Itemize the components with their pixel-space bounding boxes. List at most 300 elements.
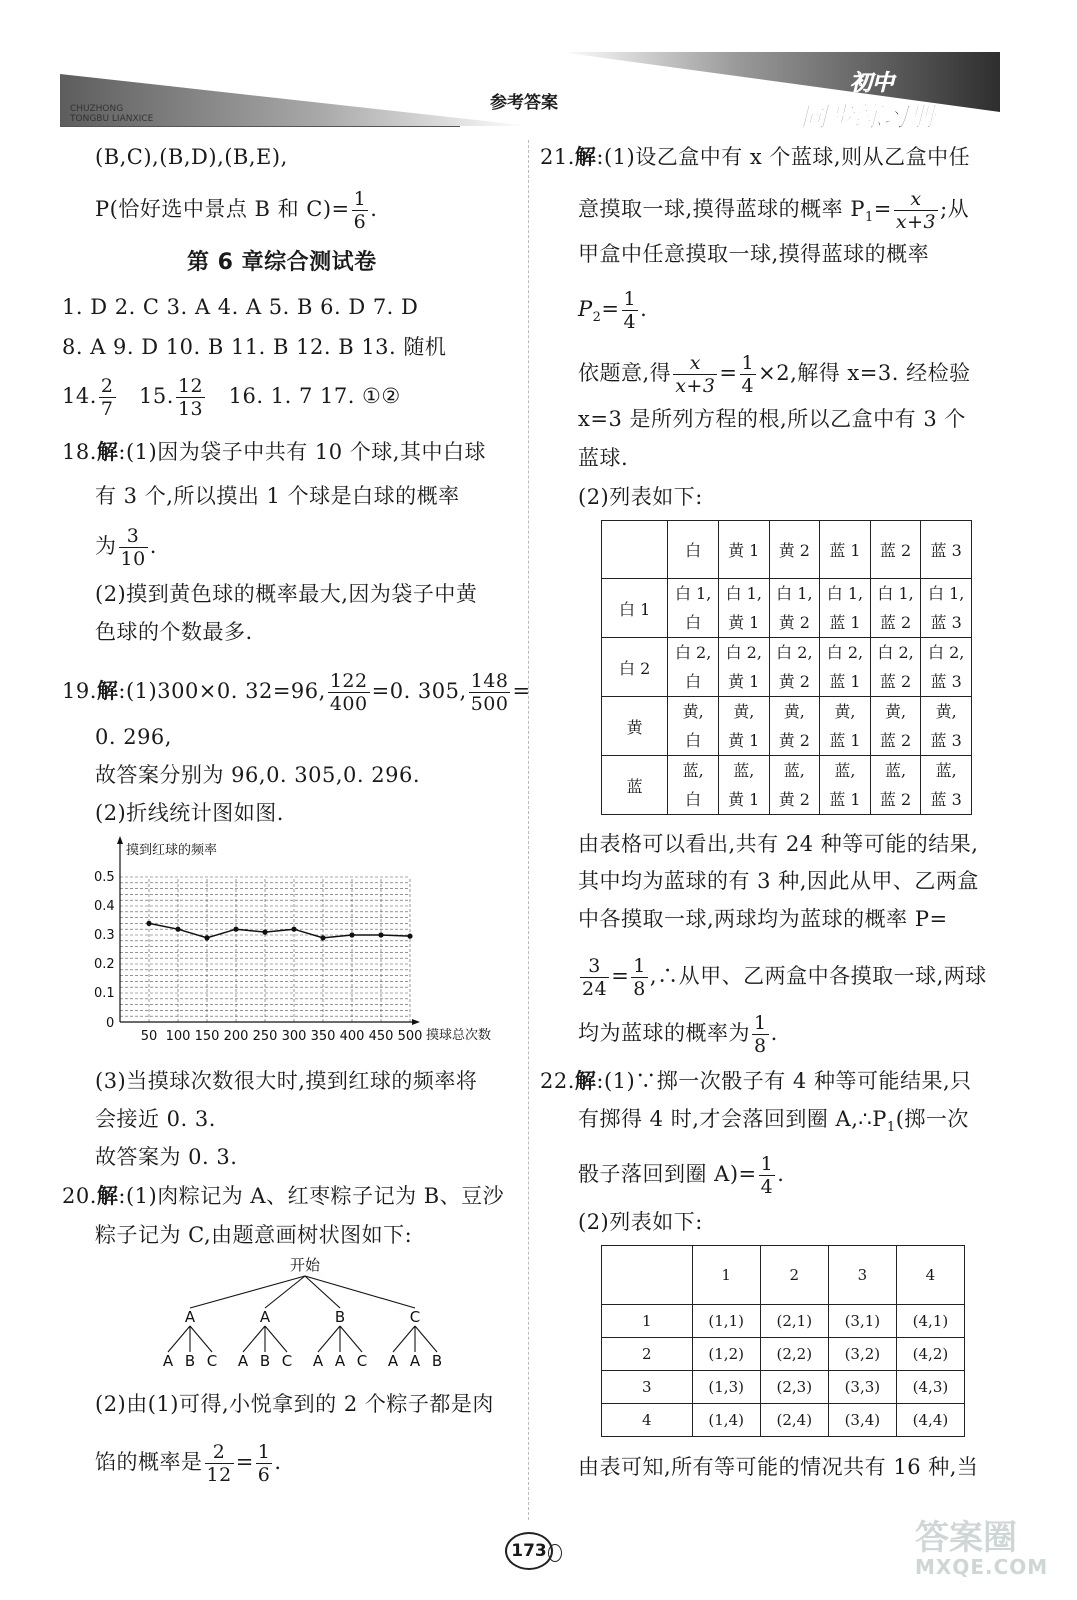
table-cell: (1,2) [692, 1338, 760, 1371]
cell-line-2: 白 [685, 613, 702, 632]
denominator: 13 [177, 398, 204, 420]
q22-line-3 [578, 1153, 784, 1198]
table-cell [769, 697, 820, 756]
table-cell [870, 756, 921, 815]
fraction [256, 1441, 273, 1486]
x-tick-label: 400 [339, 1029, 365, 1044]
jie-label: 解 [574, 145, 597, 169]
q19-line-3: 故答案分别为 96,0. 305,0. 296. [95, 763, 421, 787]
page-number-badge [505, 1532, 553, 1570]
cell-line-2: 黄 1 [728, 672, 760, 691]
text: 依题意,得 [578, 361, 672, 385]
q21-line-13 [578, 1012, 778, 1057]
tree-branch [243, 1326, 265, 1352]
table-row [602, 579, 972, 638]
table-cell [921, 579, 972, 638]
cell-line-1: 黄, [885, 702, 907, 721]
table-cell [820, 756, 871, 815]
cell-line-1: 黄, [834, 702, 856, 721]
fraction [759, 1153, 776, 1198]
cell-line-1: 白 2, [826, 643, 864, 662]
fraction [352, 188, 369, 233]
tree-level2-label: A [162, 1352, 174, 1370]
text: . [640, 297, 648, 321]
origin-label: 0 [106, 1016, 115, 1031]
numerator: 1 [623, 288, 637, 310]
left-line-1: (B,C),(B,D),(B,E), [95, 145, 288, 169]
q21-line-9: 由表格可以看出,共有 24 种等可能的结果, [578, 832, 979, 856]
page-number: 173 [511, 1541, 547, 1561]
table-cell: (3,4) [828, 1404, 896, 1437]
table-cell: (1,3) [692, 1371, 760, 1404]
tree-level2-label: C [356, 1352, 368, 1370]
numerator: 148 [470, 670, 509, 692]
cell-line-1: 蓝, [935, 761, 957, 780]
table-cell [820, 638, 871, 697]
tree-level2-label: B [184, 1352, 196, 1370]
tree-branch [415, 1326, 437, 1352]
table-cell: (2,1) [760, 1305, 828, 1338]
numerator: 12 [177, 375, 204, 397]
header-series-en-1: CHUZHONG [70, 104, 124, 114]
q21-line-1 [540, 143, 970, 171]
cell-line-2: 黄 1 [728, 731, 760, 750]
fraction [99, 375, 116, 420]
table-cell [718, 579, 769, 638]
data-point [320, 935, 325, 940]
x-tick-label: 200 [223, 1029, 249, 1044]
q19-line-5: (3)当摸球次数很大时,摸到红球的频率将 [95, 1069, 478, 1093]
cell-line-2: 黄 2 [778, 672, 810, 691]
jie-label: 解 [574, 1069, 597, 1093]
q19-line-1 [62, 670, 531, 715]
denominator: 7 [100, 398, 114, 420]
tree-branch [393, 1326, 415, 1352]
table-cell: (4,2) [896, 1338, 964, 1371]
fraction [740, 352, 757, 397]
table-header-cell: 3 [828, 1246, 896, 1305]
table-row-label: 4 [602, 1404, 693, 1437]
table-header-cell: 白 [668, 521, 719, 579]
tree-level1-label: B [334, 1308, 346, 1326]
text: = [601, 297, 620, 321]
table-row [602, 697, 972, 756]
denominator: 4 [623, 311, 637, 333]
data-point [233, 927, 238, 932]
cell-line-1: 白 2, [674, 643, 712, 662]
table-row [602, 1305, 965, 1338]
table-cell [769, 638, 820, 697]
tree-root-label: 开始 [289, 1256, 321, 1274]
table-cell [769, 756, 820, 815]
tree-level2-label: B [431, 1352, 443, 1370]
q21-line-3: 甲盒中任意摸取一球,摸得蓝球的概率 [578, 242, 930, 266]
fraction [631, 955, 648, 1000]
table-cell [718, 638, 769, 697]
table-header-row [602, 1246, 965, 1305]
table-header-cell: 蓝 1 [820, 521, 871, 579]
fraction [580, 955, 609, 1000]
watermark-logo: 答案圈 [915, 1518, 1017, 1558]
cell-line-2: 黄 2 [778, 613, 810, 632]
outcome-table-boxes [601, 520, 972, 815]
text: :(1)肉粽记为 A、红枣粽子记为 B、豆沙 [118, 1184, 505, 1208]
q21-line-2 [578, 188, 969, 233]
table-row-label: 白 2 [602, 638, 668, 697]
table-header-cell: 黄 2 [769, 521, 820, 579]
brand-logo-line2: 同步练习册 [800, 102, 935, 133]
cell-line-1: 蓝, [733, 761, 755, 780]
cell-line-1: 蓝, [682, 761, 704, 780]
denominator: x+3 [895, 211, 937, 233]
cell-line-2: 蓝 3 [930, 790, 962, 809]
table-row-label: 蓝 [602, 756, 668, 815]
watermark-url: MXQE.COM [915, 1555, 1049, 1579]
tree-level2-label: A [387, 1352, 399, 1370]
fraction [752, 1012, 769, 1057]
cell-line-1: 白 1, [725, 584, 762, 603]
y-tick-label: 0.3 [94, 928, 115, 943]
cell-line-1: 黄, [682, 702, 704, 721]
text: P [578, 297, 593, 321]
text: 14. [62, 384, 97, 408]
cell-line-2: 蓝 1 [829, 731, 861, 750]
table-cell: (3,1) [828, 1305, 896, 1338]
fraction [894, 188, 938, 233]
section-title: 第 6 章综合测试卷 [187, 250, 377, 275]
numerator: 122 [329, 670, 368, 692]
table-cell [718, 697, 769, 756]
table-cell [718, 756, 769, 815]
table-cell [668, 756, 719, 815]
table-header-row [602, 521, 972, 579]
question-number: 19. [62, 679, 97, 703]
q18-line-5: 色球的个数最多. [95, 620, 253, 644]
cell-line-1: 白 2, [928, 643, 965, 662]
cell-line-1: 白 1, [674, 584, 712, 603]
brand-logo-line1: 初中 [850, 71, 895, 96]
numerator: 1 [760, 1153, 774, 1175]
numerator: 3 [580, 955, 609, 978]
cell-line-1: 白 2, [725, 643, 762, 662]
cell-line-2: 蓝 3 [930, 672, 962, 691]
cell-line-2: 黄 1 [728, 613, 760, 632]
y-tick-label: 0.4 [94, 899, 115, 914]
text: = [611, 964, 630, 988]
table-header-cell: 蓝 3 [921, 521, 972, 579]
dice-outcome-table [601, 1245, 965, 1437]
tree-level1-label: A [259, 1308, 271, 1326]
q20-line-2: 粽子记为 C,由题意画树状图如下: [95, 1223, 413, 1247]
table-header-cell: 黄 1 [718, 521, 769, 579]
cell-line-2: 蓝 1 [829, 672, 861, 691]
text: ×2,解得 x=3. 经检验 [758, 361, 971, 385]
text: 15. [139, 384, 174, 408]
cell-line-2: 蓝 2 [879, 790, 912, 809]
numerator: 1 [741, 352, 755, 374]
table-row [602, 756, 972, 815]
data-point [378, 932, 383, 937]
fraction [119, 525, 148, 570]
text: . [777, 1162, 785, 1186]
text: (掷一次 [895, 1107, 969, 1131]
jie-label: 解 [96, 679, 119, 703]
tree-branch [168, 1326, 190, 1352]
text: :(1)设乙盒中有 x 个蓝球,则从乙盒中任 [596, 145, 971, 169]
text: ,∴从甲、乙两盒中各摸取一球,两球 [649, 964, 987, 988]
tree-level2-label: B [259, 1352, 271, 1370]
denominator: 12 [206, 1464, 232, 1486]
table-cell: (3,3) [828, 1371, 896, 1404]
table-row [602, 1371, 965, 1404]
denominator: 4 [760, 1176, 774, 1198]
table-row-label: 2 [602, 1338, 693, 1371]
text: . [770, 1021, 778, 1045]
numerator: 2 [205, 1441, 234, 1464]
cell-line-2: 蓝 2 [879, 613, 912, 632]
table-header-cell [602, 521, 668, 579]
tree-branch [265, 1276, 305, 1308]
q18-line-3 [95, 525, 157, 570]
tree-labels [163, 1256, 442, 1370]
x-tick-label: 300 [281, 1029, 307, 1044]
cell-line-1: 黄, [733, 702, 755, 721]
cell-line-1: 蓝, [885, 761, 907, 780]
q19-line-6: 会接近 0. 3. [95, 1107, 216, 1131]
y-tick-label: 0.2 [94, 957, 115, 972]
table-header-cell: 蓝 2 [870, 521, 921, 579]
tree-diagram [150, 1252, 460, 1377]
answers-row-2: 8. A 9. D 10. B 11. B 12. B 13. 随机 [62, 335, 447, 359]
q21-line-11: 中各摸取一球,两球均为蓝球的概率 P= [578, 907, 948, 931]
denominator: 8 [754, 1035, 767, 1057]
fraction [673, 352, 717, 397]
header-series-en-2: TONGBU LIANXICE [70, 114, 154, 124]
denominator: 400 [329, 693, 368, 715]
tree-level2-label: A [334, 1352, 346, 1370]
tree-level2-label: A [409, 1352, 421, 1370]
y-axis-label: 摸到红球的频率 [126, 843, 218, 858]
q19-line-2: 0. 296, [95, 725, 172, 749]
tree-branch [305, 1276, 415, 1308]
data-point [349, 932, 354, 937]
q18-line-4: (2)摸到黄色球的概率最大,因为袋子中黄 [95, 582, 478, 606]
cell-line-1: 白 2, [877, 643, 914, 662]
x-tick-label: 50 [140, 1029, 158, 1044]
table-cell: (2,4) [760, 1404, 828, 1437]
table-cell [668, 638, 719, 697]
x-axis-label: 摸球总次数 [426, 1028, 492, 1043]
table-header-cell: 1 [692, 1246, 760, 1305]
table-cell [921, 697, 972, 756]
table-row-label: 3 [602, 1371, 693, 1404]
denominator: x+3 [675, 375, 716, 397]
text: 有掷得 4 时,才会落回到圈 A,∴P [578, 1107, 887, 1131]
table-cell [769, 579, 820, 638]
table-row-label: 白 1 [602, 579, 668, 638]
data-point [291, 927, 296, 932]
numerator: 1 [633, 955, 646, 977]
header-title: 参考答案 [490, 93, 558, 113]
q22-line-5: 由表可知,所有等可能的情况共有 16 种,当 [578, 1455, 979, 1479]
table-header-cell: 2 [760, 1246, 828, 1305]
left-line-2 [95, 188, 377, 233]
page-number-ornament [548, 1544, 562, 1562]
y-tick-label: 0.1 [94, 986, 115, 1001]
cell-line-2: 蓝 3 [930, 731, 962, 750]
tree-branch [340, 1326, 362, 1352]
text: 16. 1. 7 17. ①② [228, 384, 401, 408]
numerator: x [673, 352, 717, 375]
cell-line-2: 蓝 1 [829, 790, 861, 809]
cell-line-1: 白 1, [826, 584, 864, 603]
question-number: 21. [540, 145, 575, 169]
subscript: 1 [886, 1120, 896, 1136]
table-row-label: 1 [602, 1305, 693, 1338]
denominator: 8 [633, 978, 646, 1000]
cell-line-2: 蓝 2 [879, 672, 912, 691]
tree-level2-label: C [281, 1352, 293, 1370]
text: :(1)因为袋子中共有 10 个球,其中白球 [118, 440, 486, 464]
fraction [205, 1441, 234, 1486]
table-cell [668, 697, 719, 756]
column-divider [528, 140, 530, 1520]
table-cell: (4,4) [896, 1404, 964, 1437]
q20-line-3: (2)由(1)可得,小悦拿到的 2 个粽子都是肉 [95, 1392, 494, 1416]
q20-line-1 [62, 1182, 504, 1210]
x-tick-label: 150 [194, 1029, 220, 1044]
q21-line-10: 其中均为蓝球的有 3 种,因此从甲、乙两盒 [578, 869, 979, 893]
jie-label: 解 [96, 440, 119, 464]
text: . [274, 1450, 282, 1474]
text: 意摸取一球,摸得蓝球的概率 P [578, 197, 865, 221]
text: = [719, 361, 738, 385]
table-row-label: 黄 [602, 697, 668, 756]
tree-level1-label: C [409, 1308, 421, 1326]
text: 骰子落回到圈 A)= [578, 1162, 757, 1186]
cell-line-2: 黄 2 [778, 790, 810, 809]
cell-line-2: 蓝 2 [879, 731, 912, 750]
data-point [175, 927, 180, 932]
text: :(1)∵掷一次骰子有 4 种等可能结果,只 [596, 1069, 972, 1093]
q21-line-4 [578, 288, 647, 333]
q21-line-7: 蓝球. [578, 446, 629, 470]
cell-line-2: 黄 2 [778, 731, 810, 750]
question-number: 18. [62, 440, 97, 464]
cell-line-2: 白 [685, 731, 702, 750]
table-cell [921, 756, 972, 815]
text: P(恰好选中景点 B 和 C)= [95, 197, 350, 221]
table-cell: (4,3) [896, 1371, 964, 1404]
data-point [204, 935, 209, 940]
x-tick-label: 450 [368, 1029, 394, 1044]
fraction [469, 670, 511, 715]
table-row [602, 1338, 965, 1371]
text: :(1)300×0. 32=96, [118, 679, 326, 703]
cell-line-1: 白 2, [776, 643, 813, 662]
table-cell [921, 638, 972, 697]
series-line [149, 923, 410, 938]
question-number: 22. [540, 1069, 575, 1093]
header-rule [60, 126, 460, 127]
text: 为 [95, 534, 117, 558]
q21-line-5 [578, 352, 971, 397]
cell-line-2: 蓝 3 [930, 613, 962, 632]
tree-level2-label: C [206, 1352, 218, 1370]
x-tick-label: 250 [252, 1029, 278, 1044]
table-row [602, 1404, 965, 1437]
jie-label: 解 [96, 1184, 119, 1208]
x-tick-label: 100 [165, 1029, 191, 1044]
table-header-cell: 4 [896, 1246, 964, 1305]
numerator: 1 [257, 1441, 271, 1463]
tree-level2-label: A [312, 1352, 324, 1370]
numerator: x [894, 188, 938, 211]
tree-branches [168, 1276, 437, 1352]
text: = [235, 1450, 254, 1474]
subscript: 2 [592, 310, 602, 326]
numerator: 1 [353, 188, 367, 210]
tree-level2-label: A [237, 1352, 249, 1370]
subscript: 1 [864, 210, 874, 226]
y-axis-arrow [117, 836, 123, 844]
tree-branch [190, 1276, 305, 1308]
fraction [328, 670, 370, 715]
denominator: 6 [257, 1464, 271, 1486]
answers-row-3 [62, 375, 401, 420]
text: ;从 [940, 197, 970, 221]
x-tick-label: 350 [310, 1029, 336, 1044]
q22-line-4: (2)列表如下: [578, 1210, 703, 1234]
table-header-cell [602, 1246, 693, 1305]
tree-branch [190, 1326, 212, 1352]
numerator: 3 [119, 525, 148, 548]
table-cell [870, 697, 921, 756]
denominator: 24 [582, 978, 608, 1000]
q22-line-1 [540, 1067, 972, 1095]
text: = [512, 679, 531, 703]
text: =0. 305, [371, 679, 467, 703]
q21-line-6: x=3 是所列方程的根,所以乙盒中有 3 个 [578, 407, 966, 431]
cell-line-1: 白 1, [877, 584, 914, 603]
table-cell [820, 697, 871, 756]
q18-line-1 [62, 438, 486, 466]
cell-line-1: 黄, [783, 702, 805, 721]
denominator: 4 [741, 375, 755, 397]
answers-row-1: 1. D 2. C 3. A 4. A 5. B 6. D 7. D [62, 295, 419, 319]
cell-line-1: 蓝, [783, 761, 805, 780]
cell-line-1: 蓝, [834, 761, 856, 780]
q22-line-2 [578, 1105, 969, 1142]
numerator: 2 [100, 375, 114, 397]
cell-line-2: 白 [685, 672, 702, 691]
cell-line-1: 白 1, [928, 584, 965, 603]
tree-level1-label: A [184, 1308, 196, 1326]
frequency-line-chart [90, 834, 520, 1052]
denominator: 10 [120, 548, 146, 570]
q20-line-4 [95, 1441, 282, 1486]
table-cell: (3,2) [828, 1338, 896, 1371]
table-cell [820, 579, 871, 638]
tree-branch [265, 1326, 287, 1352]
q21-line-8: (2)列表如下: [578, 485, 703, 509]
text: 馅的概率是 [95, 1450, 203, 1474]
table-cell: (1,1) [692, 1305, 760, 1338]
data-point [407, 934, 412, 939]
fraction [176, 375, 205, 420]
table-cell: (2,2) [760, 1338, 828, 1371]
table-row [602, 638, 972, 697]
